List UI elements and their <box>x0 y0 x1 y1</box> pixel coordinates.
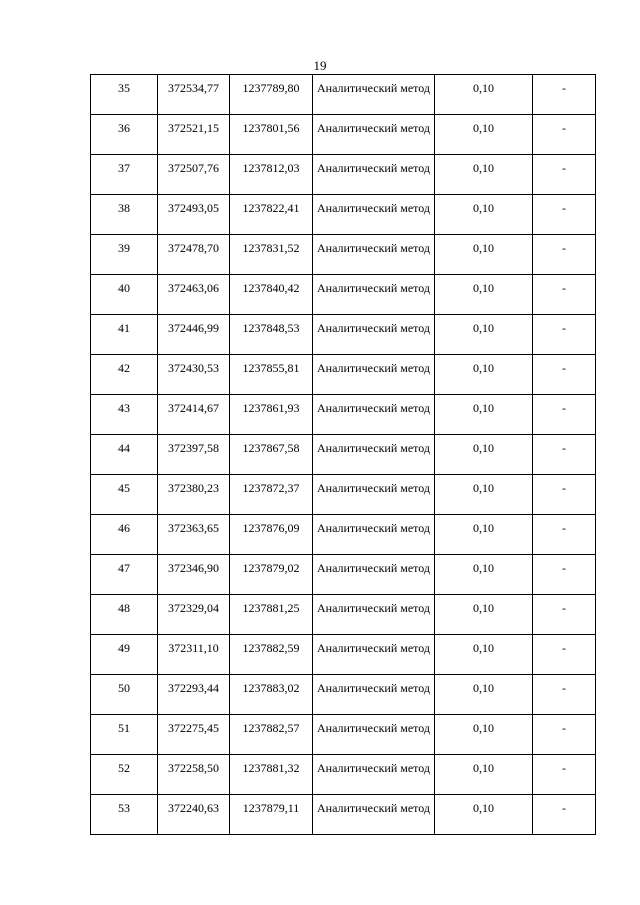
point-number-cell: 49 <box>91 635 158 675</box>
method-cell: Аналитический метод <box>313 755 435 795</box>
method-cell: Аналитический метод <box>313 355 435 395</box>
x-coordinate-cell: 372329,04 <box>158 595 230 635</box>
accuracy-cell: 0,10 <box>435 755 533 795</box>
method-cell: Аналитический метод <box>313 155 435 195</box>
x-coordinate-cell: 372240,63 <box>158 795 230 835</box>
table-row <box>91 515 596 555</box>
x-coordinate-cell: 372293,44 <box>158 675 230 715</box>
table-row <box>91 755 596 795</box>
table-row <box>91 795 596 835</box>
note-cell: - <box>533 115 596 155</box>
point-number-cell: 37 <box>91 155 158 195</box>
x-coordinate-cell: 372478,70 <box>158 235 230 275</box>
point-number-cell: 44 <box>91 435 158 475</box>
table-row <box>91 475 596 515</box>
x-coordinate-cell: 372258,50 <box>158 755 230 795</box>
y-coordinate-cell: 1237881,25 <box>230 595 313 635</box>
x-coordinate-cell: 372446,99 <box>158 315 230 355</box>
method-cell: Аналитический метод <box>313 75 435 115</box>
note-cell: - <box>533 755 596 795</box>
page-number: 19 <box>313 58 327 73</box>
note-cell: - <box>533 635 596 675</box>
x-coordinate-cell: 372463,06 <box>158 275 230 315</box>
y-coordinate-cell: 1237879,02 <box>230 555 313 595</box>
x-coordinate-cell: 372521,15 <box>158 115 230 155</box>
y-coordinate-cell: 1237789,80 <box>230 75 313 115</box>
y-coordinate-cell: 1237822,41 <box>230 195 313 235</box>
table-row <box>91 715 596 755</box>
point-number-cell: 43 <box>91 395 158 435</box>
y-coordinate-cell: 1237831,52 <box>230 235 313 275</box>
y-coordinate-cell: 1237840,42 <box>230 275 313 315</box>
accuracy-cell: 0,10 <box>435 595 533 635</box>
note-cell: - <box>533 595 596 635</box>
accuracy-cell: 0,10 <box>435 275 533 315</box>
point-number-cell: 35 <box>91 75 158 115</box>
accuracy-cell: 0,10 <box>435 675 533 715</box>
point-number-cell: 41 <box>91 315 158 355</box>
note-cell: - <box>533 435 596 475</box>
method-cell: Аналитический метод <box>313 555 435 595</box>
method-cell: Аналитический метод <box>313 475 435 515</box>
note-cell: - <box>533 515 596 555</box>
note-cell: - <box>533 715 596 755</box>
point-number-cell: 47 <box>91 555 158 595</box>
y-coordinate-cell: 1237801,56 <box>230 115 313 155</box>
note-cell: - <box>533 235 596 275</box>
accuracy-cell: 0,10 <box>435 715 533 755</box>
table-row <box>91 75 596 115</box>
method-cell: Аналитический метод <box>313 595 435 635</box>
note-cell: - <box>533 795 596 835</box>
x-coordinate-cell: 372507,76 <box>158 155 230 195</box>
x-coordinate-cell: 372275,45 <box>158 715 230 755</box>
point-number-cell: 42 <box>91 355 158 395</box>
note-cell: - <box>533 315 596 355</box>
y-coordinate-cell: 1237861,93 <box>230 395 313 435</box>
accuracy-cell: 0,10 <box>435 395 533 435</box>
y-coordinate-cell: 1237855,81 <box>230 355 313 395</box>
point-number-cell: 53 <box>91 795 158 835</box>
y-coordinate-cell: 1237881,32 <box>230 755 313 795</box>
table-row <box>91 115 596 155</box>
y-coordinate-cell: 1237879,11 <box>230 795 313 835</box>
method-cell: Аналитический метод <box>313 795 435 835</box>
table-row <box>91 595 596 635</box>
point-number-cell: 50 <box>91 675 158 715</box>
coordinates-table <box>90 74 596 835</box>
table-row <box>91 435 596 475</box>
table-row <box>91 635 596 675</box>
accuracy-cell: 0,10 <box>435 795 533 835</box>
table-row <box>91 275 596 315</box>
method-cell: Аналитический метод <box>313 395 435 435</box>
method-cell: Аналитический метод <box>313 235 435 275</box>
y-coordinate-cell: 1237812,03 <box>230 155 313 195</box>
x-coordinate-cell: 372346,90 <box>158 555 230 595</box>
method-cell: Аналитический метод <box>313 435 435 475</box>
note-cell: - <box>533 155 596 195</box>
table-row <box>91 555 596 595</box>
y-coordinate-cell: 1237882,59 <box>230 635 313 675</box>
point-number-cell: 36 <box>91 115 158 155</box>
method-cell: Аналитический метод <box>313 115 435 155</box>
x-coordinate-cell: 372363,65 <box>158 515 230 555</box>
point-number-cell: 38 <box>91 195 158 235</box>
accuracy-cell: 0,10 <box>435 155 533 195</box>
accuracy-cell: 0,10 <box>435 315 533 355</box>
note-cell: - <box>533 675 596 715</box>
accuracy-cell: 0,10 <box>435 515 533 555</box>
note-cell: - <box>533 555 596 595</box>
table-row <box>91 355 596 395</box>
coordinates-table-body <box>91 75 596 835</box>
accuracy-cell: 0,10 <box>435 195 533 235</box>
x-coordinate-cell: 372534,77 <box>158 75 230 115</box>
accuracy-cell: 0,10 <box>435 355 533 395</box>
point-number-cell: 51 <box>91 715 158 755</box>
point-number-cell: 39 <box>91 235 158 275</box>
method-cell: Аналитический метод <box>313 515 435 555</box>
table-row <box>91 155 596 195</box>
point-number-cell: 45 <box>91 475 158 515</box>
y-coordinate-cell: 1237848,53 <box>230 315 313 355</box>
y-coordinate-cell: 1237883,02 <box>230 675 313 715</box>
y-coordinate-cell: 1237872,37 <box>230 475 313 515</box>
y-coordinate-cell: 1237867,58 <box>230 435 313 475</box>
point-number-cell: 52 <box>91 755 158 795</box>
method-cell: Аналитический метод <box>313 635 435 675</box>
x-coordinate-cell: 372397,58 <box>158 435 230 475</box>
accuracy-cell: 0,10 <box>435 555 533 595</box>
method-cell: Аналитический метод <box>313 675 435 715</box>
accuracy-cell: 0,10 <box>435 475 533 515</box>
point-number-cell: 46 <box>91 515 158 555</box>
method-cell: Аналитический метод <box>313 275 435 315</box>
table-row <box>91 235 596 275</box>
x-coordinate-cell: 372493,05 <box>158 195 230 235</box>
accuracy-cell: 0,10 <box>435 435 533 475</box>
y-coordinate-cell: 1237876,09 <box>230 515 313 555</box>
table-row <box>91 315 596 355</box>
method-cell: Аналитический метод <box>313 195 435 235</box>
note-cell: - <box>533 275 596 315</box>
table-row <box>91 195 596 235</box>
x-coordinate-cell: 372430,53 <box>158 355 230 395</box>
note-cell: - <box>533 395 596 435</box>
accuracy-cell: 0,10 <box>435 75 533 115</box>
accuracy-cell: 0,10 <box>435 115 533 155</box>
table-row <box>91 675 596 715</box>
x-coordinate-cell: 372380,23 <box>158 475 230 515</box>
point-number-cell: 40 <box>91 275 158 315</box>
note-cell: - <box>533 195 596 235</box>
note-cell: - <box>533 475 596 515</box>
point-number-cell: 48 <box>91 595 158 635</box>
note-cell: - <box>533 355 596 395</box>
method-cell: Аналитический метод <box>313 715 435 755</box>
accuracy-cell: 0,10 <box>435 635 533 675</box>
note-cell: - <box>533 75 596 115</box>
x-coordinate-cell: 372311,10 <box>158 635 230 675</box>
table-row <box>91 395 596 435</box>
accuracy-cell: 0,10 <box>435 235 533 275</box>
y-coordinate-cell: 1237882,57 <box>230 715 313 755</box>
x-coordinate-cell: 372414,67 <box>158 395 230 435</box>
method-cell: Аналитический метод <box>313 315 435 355</box>
